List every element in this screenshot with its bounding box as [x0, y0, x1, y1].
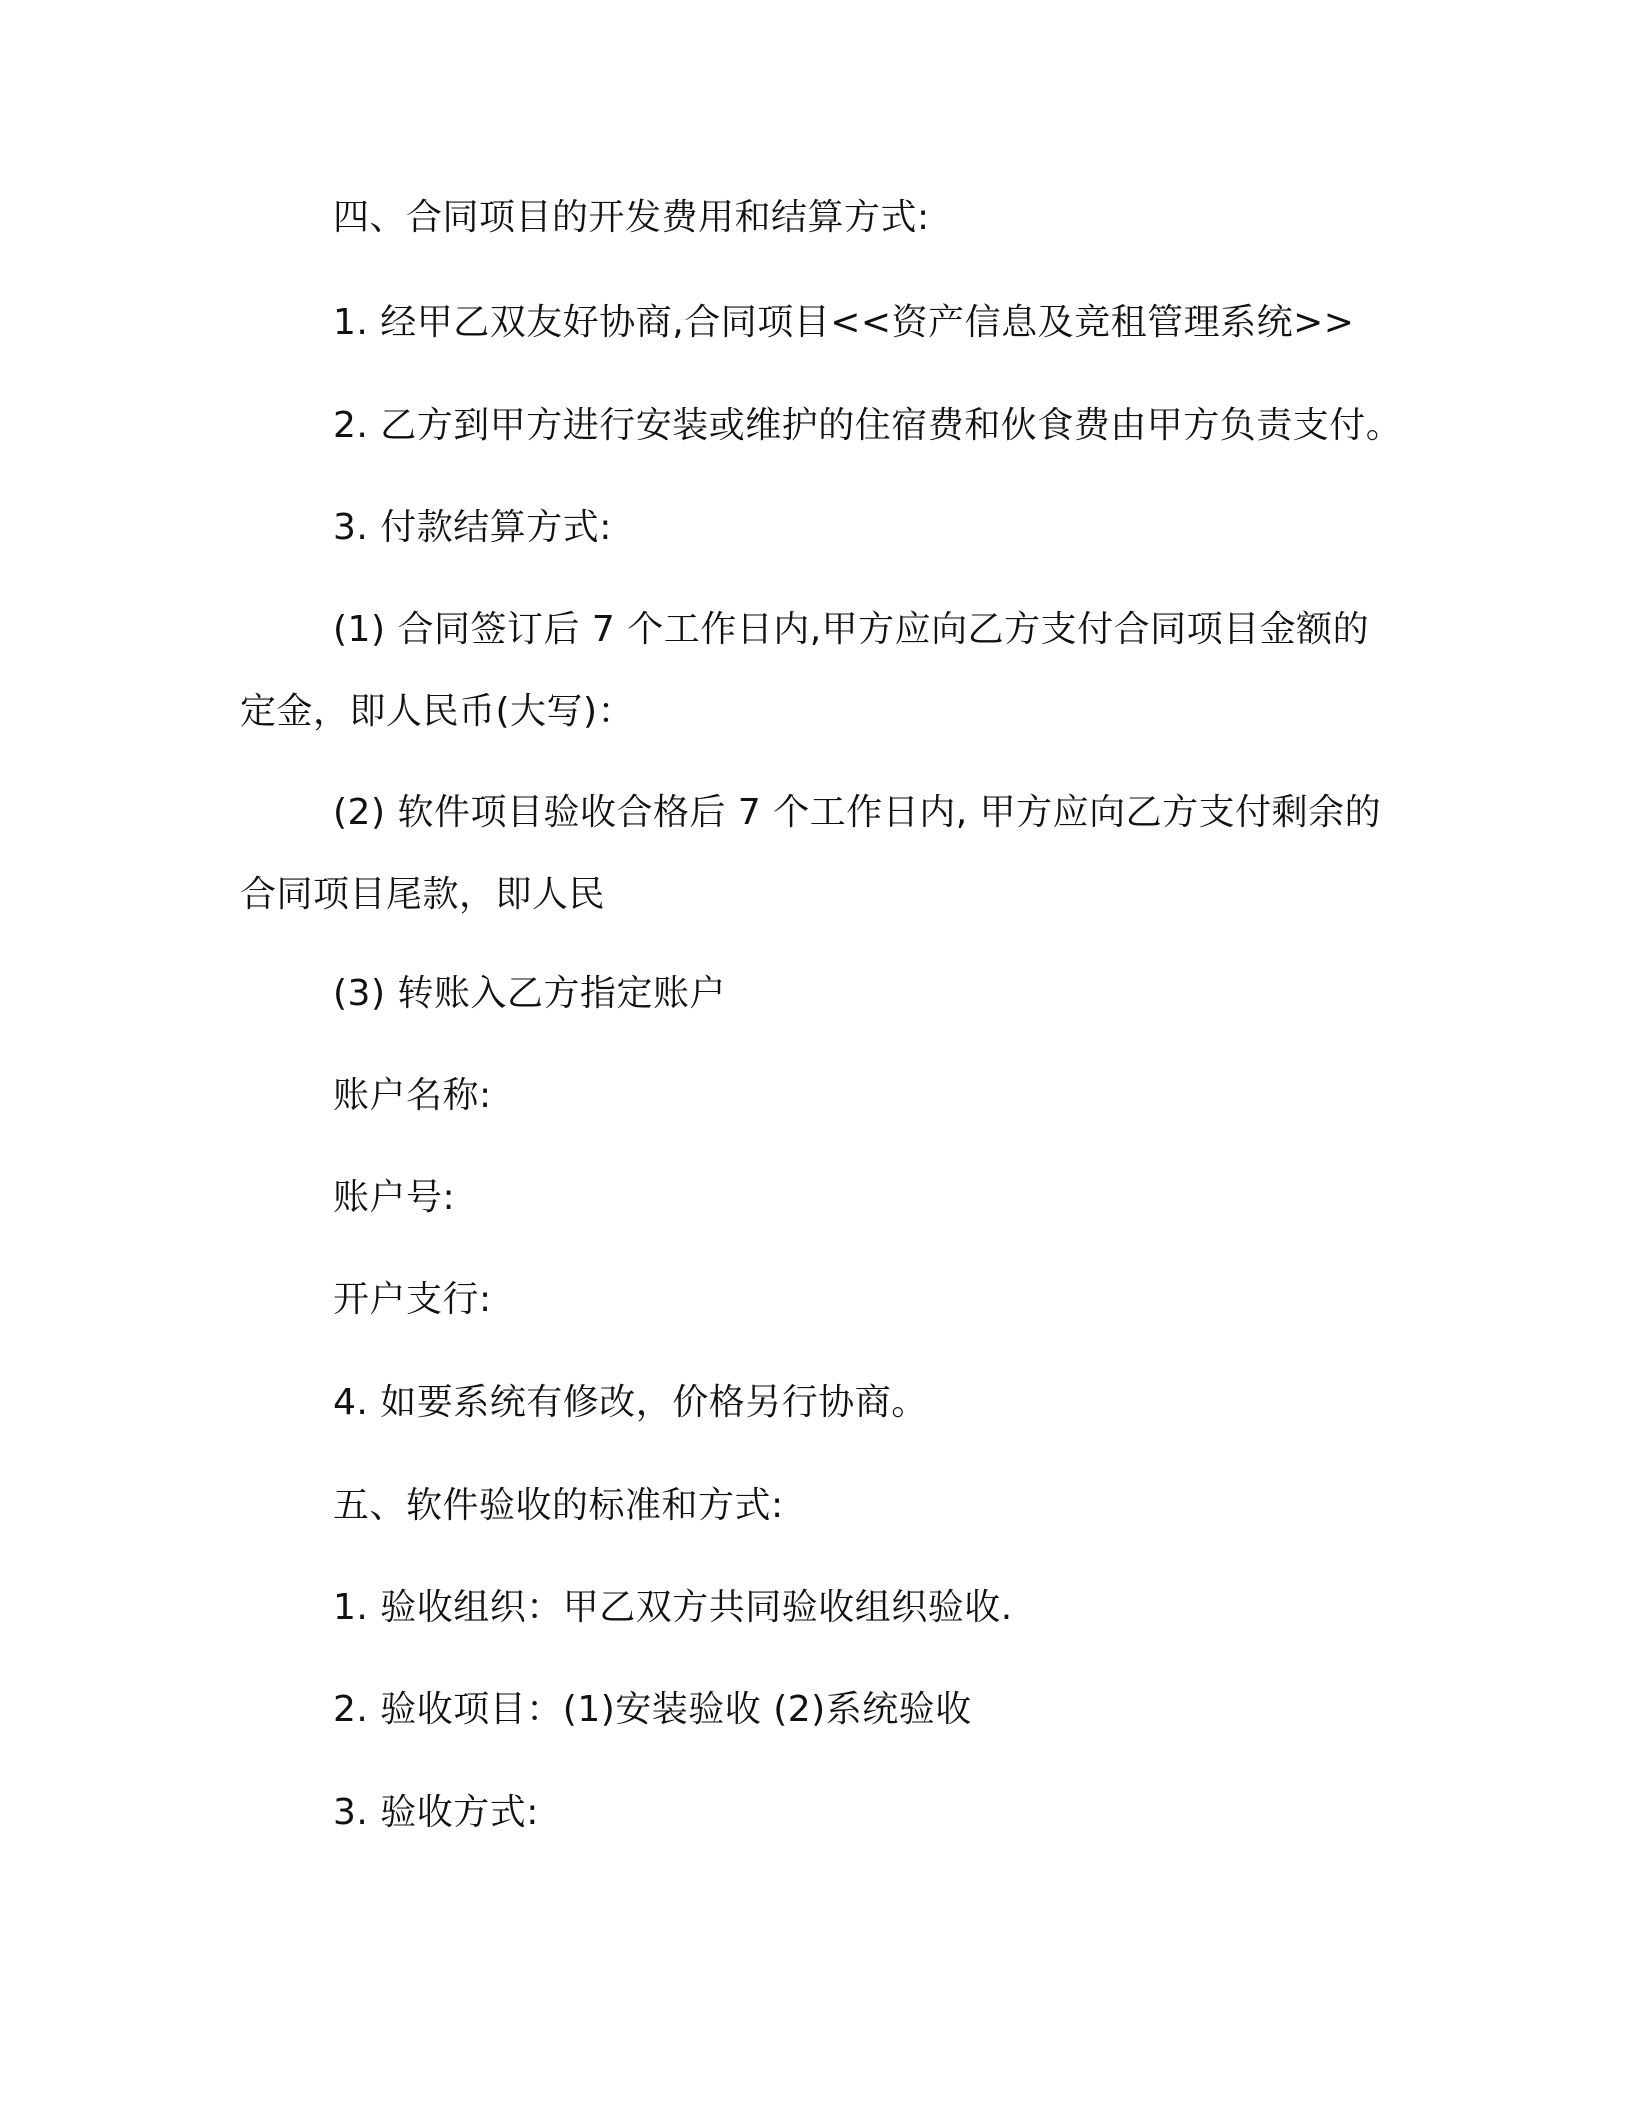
section-five-heading: 五、软件验收的标准和方式: [333, 1485, 784, 1526]
account-number-label: 账户号: [333, 1177, 456, 1218]
clause-4-3-1: (1) 合同签订后 7 个工作日内,甲方应向乙方支付合同项目金额的定金，即人民币(大写)： [240, 609, 1370, 732]
clause-5-3: 3. 验收方式: [333, 1792, 539, 1833]
clause-4-3-2: (2) 软件项目验收合格后 7 个工作日内, 甲方应向乙方支付剩余的合同项目尾款，即人民 [240, 792, 1382, 915]
clause-4-3-3: (3) 转账入乙方指定账户 [333, 973, 726, 1014]
clause-5-2: 2. 验收项目：(1)安装验收 (2)系统验收 [333, 1689, 972, 1730]
account-name-label: 账户名称: [333, 1075, 492, 1116]
bank-branch-label: 开户支行: [333, 1279, 492, 1320]
section-four-heading: 四、合同项目的开发费用和结算方式: [333, 197, 930, 238]
clause-4-1: 1. 经甲乙双友好协商,合同项目<<资产信息及竞租管理系统>> [333, 302, 1355, 343]
clause-5-1: 1. 验收组织：甲乙双方共同验收组织验收. [333, 1587, 1013, 1628]
clause-4-2: 2. 乙方到甲方进行安装或维护的住宿费和伙食费由甲方负责支付。 [333, 405, 1403, 446]
clause-4-3: 3. 付款结算方式: [333, 507, 612, 548]
clause-4-4: 4. 如要系统有修改，价格另行协商。 [333, 1382, 928, 1423]
